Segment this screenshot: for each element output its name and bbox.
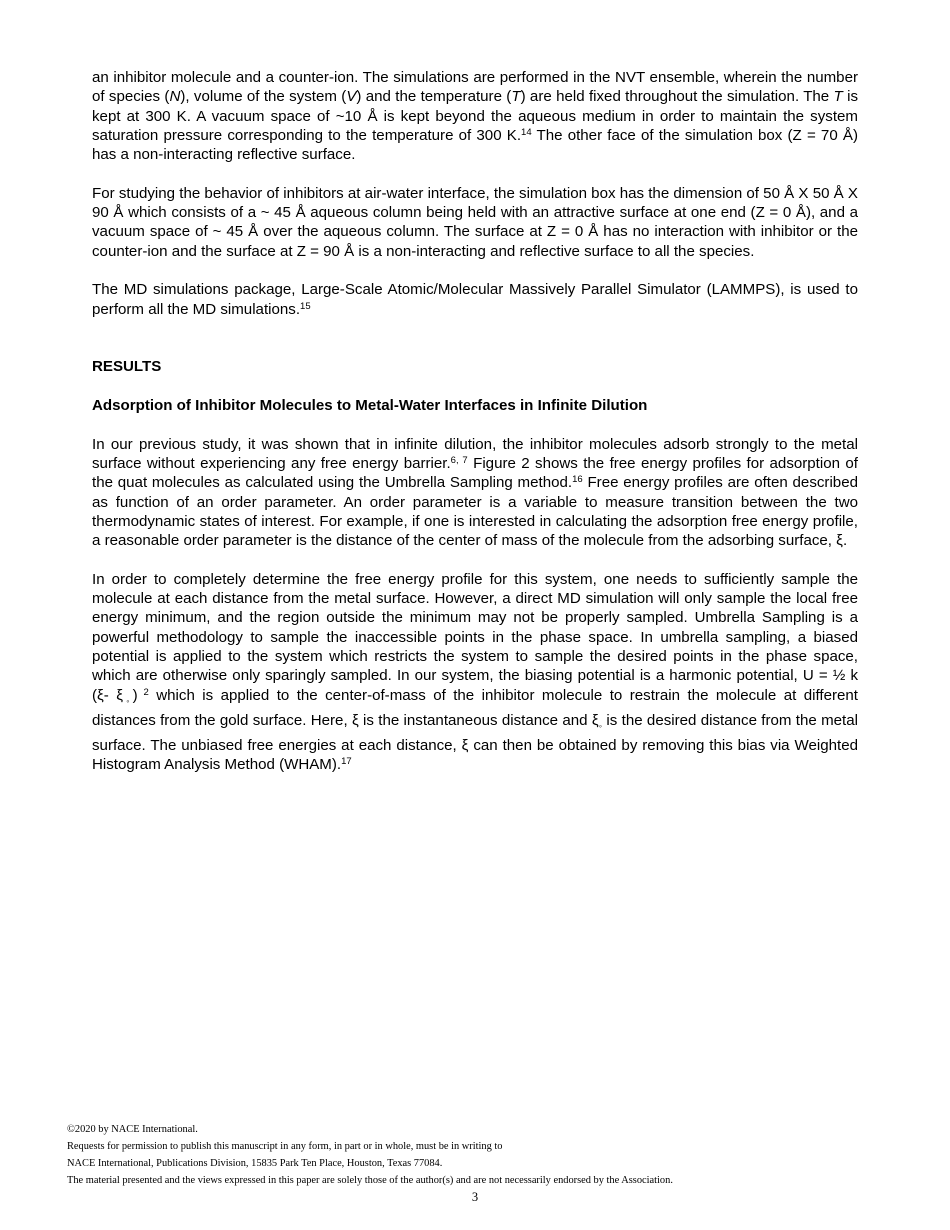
citation-16: 16 [572,474,583,486]
citation-6-7: 6, 7 [450,454,468,466]
footer-copyright: ©2020 by NACE International. [67,1124,198,1135]
footer-address: NACE International, Publications Division, 15835 Park Ten Place, Houston, Texas 77084. [67,1158,443,1169]
body-text [92,68,858,775]
footer-permission: Requests for permission to publish this manuscript in any form, in part or in whole, must be in writing to [67,1141,503,1152]
citation-15: 15 [300,300,311,312]
section-subheading: Adsorption of Inhibitor Molecules to Metal-Water Interfaces in Infinite Dilution [92,397,648,415]
paragraph-umbrella-sampling: In order to completely determine the free energy profile for this system, one needs to sufficiently sample the molecule at each distance from the metal surface. However, a direct MD simulation will only sample the local free energy minimum, and the region outside the minimum may not be properly sampled. Umbrella Sampling is a powerful methodology to sample the inaccessible points in the phase space. In umbrella sampling, a biased potential is applied to the system which restricts the system to sample the desired points in the phase space, which are otherwise only sparingly sampled. In our system, the biasing potential is a harmonic potential, U = ½ k (ξ- $\xi_◦$) $^2$ which is applied to the center-of-mass of the inhibitor molecule to restrain the molecule at different distances from the gold surface. Here, ξ is the instantaneous distance and $\xi_◦$ is the desired distance from the metal surface. The unbiased free energies at each distance, ξ can then be obtained by removing this bias via Weighted Histogram Analysis Method (WHAM).$^{17}$ [92,570,858,774]
paragraph-air-water-interface: For studying the behavior of inhibitors at air-water interface, the simulation box has the dimension of 50 Å X 50 Å X 90 Å which consists of a ~ 45 Å aqueous column being held with an attractive surface at one end (Z = 0 Å), and a vacuum space of ~ 45 Å over the aqueous column. The surface at Z = 0 Å has no interaction with inhibitor or the counter-ion and the surface at Z = 90 Å is a non-interacting and reflective surface to all the species. [92,184,859,260]
citation-14: 14 [521,126,532,138]
results-heading: RESULTS [92,358,162,376]
paragraph-lammps: The MD simulations package, Large-Scale Atomic/Molecular Massively Parallel Simulator (LAMMPS), is used to perform all the MD simulations.$^{15}$ [92,281,858,318]
paragraph-previous-study: In our previous study, it was shown that in infinite dilution, the inhibitor molecules adsorb strongly to the metal surface without experiencing any free energy barrier.$^{6, 7}$ Figure 2 shows the free energy profiles for adsorption of the quat molecules as calculated using the Umbrella Sampling method.$^{16}$ Free energy profiles are often described as function of an order parameter. An order parameter is a variable to measure transition between the two thermodynamic states of interest. For example, if one is interested in calculating the adsorption free energy profile, a reasonable order parameter is the distance of the center of mass of the molecule from the adsorbing surface, ξ. [92,435,858,550]
copyright-footer [67,1121,897,1189]
page-number: 3 [471,1190,479,1204]
citation-17: 17 [341,756,352,768]
paragraph-simulation-ensemble: an inhibitor molecule and a counter-ion. The simulations are performed in the NVT ensemble, wherein the number of species (N), volume of the system (V) and the temperature (T) are held fixed throughout the simulation. The T is kept at 300 K. A vacuum space of ~10 Å is kept beyond the aqueous medium in order to maintain the system saturation pressure corresponding to the temperature of 300 K.$^{14}$ The other face of the simulation box (Z = 70 Å) has a non-interacting reflective surface. [92,69,859,164]
footer-disclaimer: The material presented and the views expressed in this paper are solely those of the author(s) and are not necessarily endorsed by the Association. [67,1175,673,1186]
